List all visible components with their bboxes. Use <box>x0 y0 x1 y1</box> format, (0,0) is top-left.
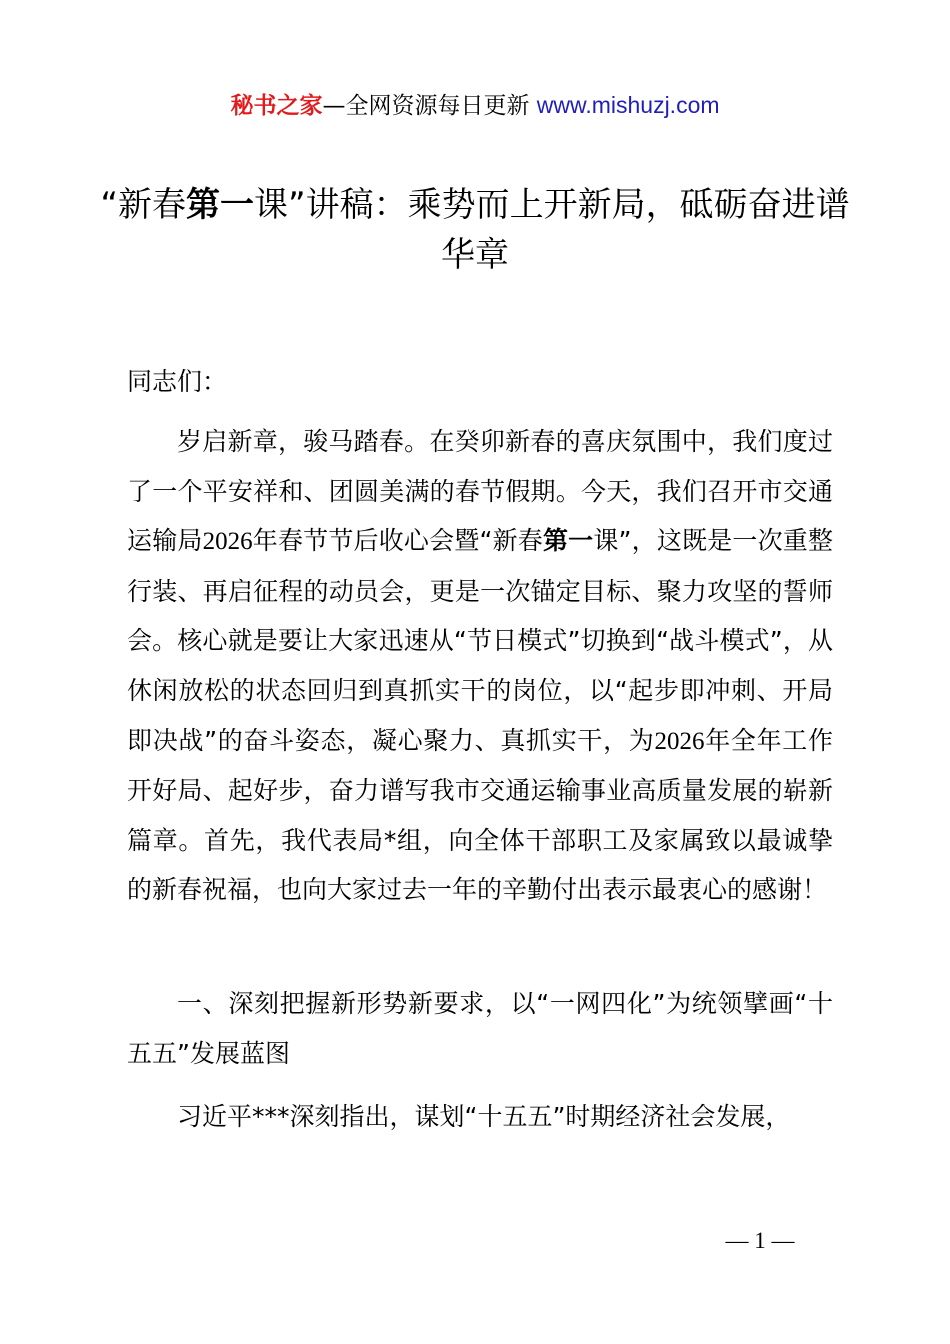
page-number: — 1 — <box>725 1228 795 1253</box>
para1-year-1: 2026 <box>202 528 253 556</box>
para1-text-4: 年全年工作开好局、起好步，奋力谱写我市交通运输事业高质量发展的崭新篇章。首先，我代表局*组，向全体干部职工及家属致以最诚挚的新春祝福，也向大家过去一年的辛勤付出表示最衷心的感谢！ <box>127 725 833 905</box>
brand-name: 秘书之家 <box>230 93 323 119</box>
section-heading-1: 一、深刻把握新形势新要求，以“一网四化”为统领擘画“十五五”发展蓝图 <box>127 989 833 1068</box>
site-url-link[interactable]: www.mishuzj.com <box>536 92 720 118</box>
para1-bold: 第一 <box>542 526 594 556</box>
salutation: 同志们： <box>127 367 228 396</box>
title-bold-part: 第一 <box>186 185 254 225</box>
header-slogan: —全网资源每日更新 <box>322 93 537 119</box>
page-header <box>0 88 950 123</box>
title-part-1: “新春 <box>100 185 186 225</box>
para1-text-1: 岁启新章，骏马踏春。在癸卯新春的喜庆氛围中，我们度过了一个平安祥和、团圆美满的春节假期。今天，我们召开市交通运输局 <box>127 427 833 556</box>
document-title <box>100 180 850 280</box>
para1-year-2: 2026 <box>654 727 705 755</box>
paragraph-section-1: 习近平***深刻指出，谋划“十五五”时期经济社会发展， <box>177 1102 791 1131</box>
para1-text-2: 年春节节后收心会暨“新春 <box>252 526 543 556</box>
title-part-2: 课”讲稿：乘势而上开新局，砥砺奋进谱华章 <box>254 185 850 275</box>
para1-text-3: 课”，这既是一次重整行装、再启征程的动员会，更是一次锚定目标、聚力攻坚的誓师会。核心就是要让大家迅速从“节日模式”切换到“战斗模式”，从休闲放松的状态回归到真抓实干的岗位，以“起步即冲刺、开局即决战”的奋斗姿态，凝心聚力、真抓实干，为 <box>127 526 833 755</box>
paragraph-intro <box>127 417 833 915</box>
